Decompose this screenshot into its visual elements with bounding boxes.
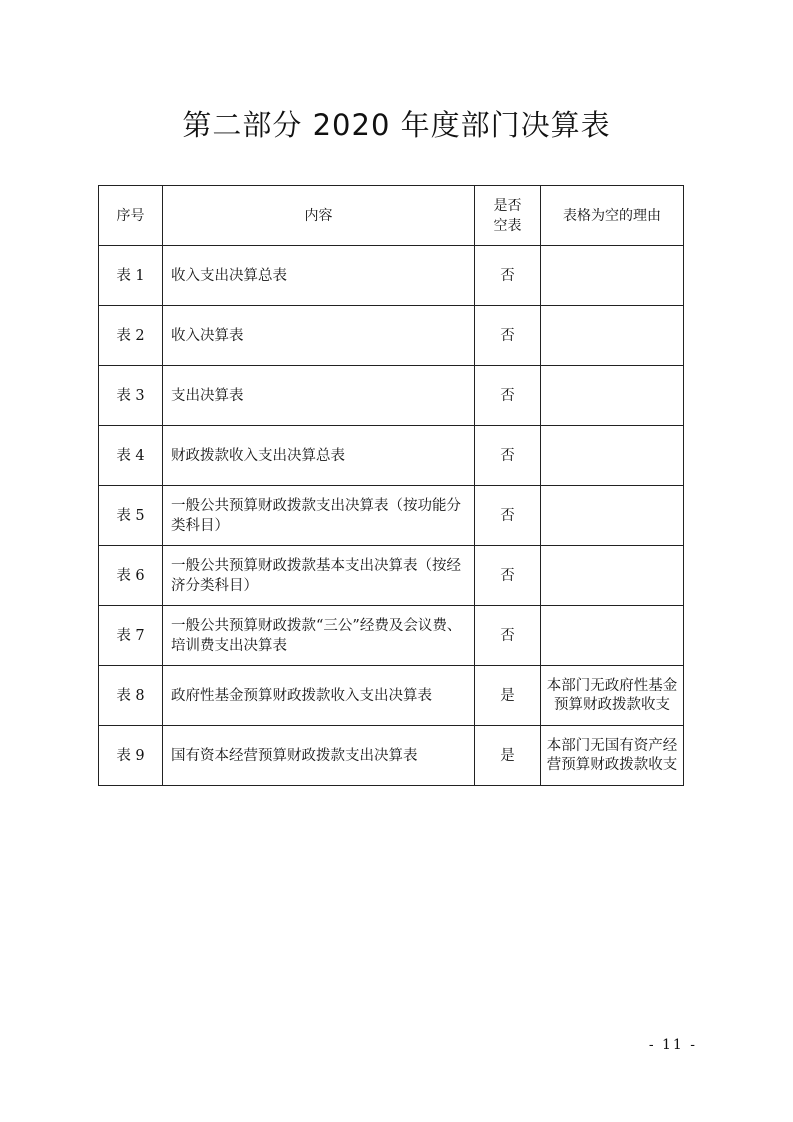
row-no: 表 9 [99,726,163,786]
row-reason [541,606,684,666]
row-reason [541,426,684,486]
final-accounts-table [98,185,684,786]
table-row [99,666,684,726]
row-is-empty: 是 [475,666,541,726]
table-row [99,726,684,786]
row-content: 国有资本经营预算财政拨款支出决算表 [163,726,475,786]
table-row [99,486,684,546]
page-title: 第二部分 2020 年度部门决算表 [182,108,611,142]
row-is-empty: 否 [475,546,541,606]
header-reason: 表格为空的理由 [541,186,684,246]
header-no: 序号 [99,186,163,246]
row-no: 表 6 [99,546,163,606]
row-reason [541,246,684,306]
table-row [99,606,684,666]
row-no: 表 1 [99,246,163,306]
header-is-empty: 是否空表 [475,186,541,246]
row-content: 支出决算表 [163,366,475,426]
row-is-empty: 否 [475,486,541,546]
header-content: 内容 [163,186,475,246]
row-reason [541,366,684,426]
row-is-empty: 否 [475,246,541,306]
row-reason: 本部门无国有资产经营预算财政拨款收支 [541,726,684,786]
row-no: 表 8 [99,666,163,726]
row-no: 表 4 [99,426,163,486]
row-content: 一般公共预算财政拨款基本支出决算表（按经济分类科目） [163,546,475,606]
row-no: 表 7 [99,606,163,666]
row-is-empty: 否 [475,306,541,366]
row-is-empty: 是 [475,726,541,786]
row-content: 一般公共预算财政拨款支出决算表（按功能分类科目） [163,486,475,546]
row-content: 财政拨款收入支出决算总表 [163,426,475,486]
row-reason: 本部门无政府性基金预算财政拨款收支 [541,666,684,726]
page-number: - 11 - [648,1037,697,1053]
row-no: 表 2 [99,306,163,366]
row-reason [541,486,684,546]
row-reason [541,546,684,606]
table-row [99,246,684,306]
row-content: 一般公共预算财政拨款“三公”经费及会议费、培训费支出决算表 [163,606,475,666]
table-row [99,426,684,486]
row-reason [541,306,684,366]
table-row [99,546,684,606]
row-no: 表 5 [99,486,163,546]
row-no: 表 3 [99,366,163,426]
table-row [99,366,684,426]
row-is-empty: 否 [475,426,541,486]
table-header-row [99,186,684,246]
row-is-empty: 否 [475,606,541,666]
row-content: 收入支出决算总表 [163,246,475,306]
table-row [99,306,684,366]
row-content: 收入决算表 [163,306,475,366]
row-content: 政府性基金预算财政拨款收入支出决算表 [163,666,475,726]
row-is-empty: 否 [475,366,541,426]
